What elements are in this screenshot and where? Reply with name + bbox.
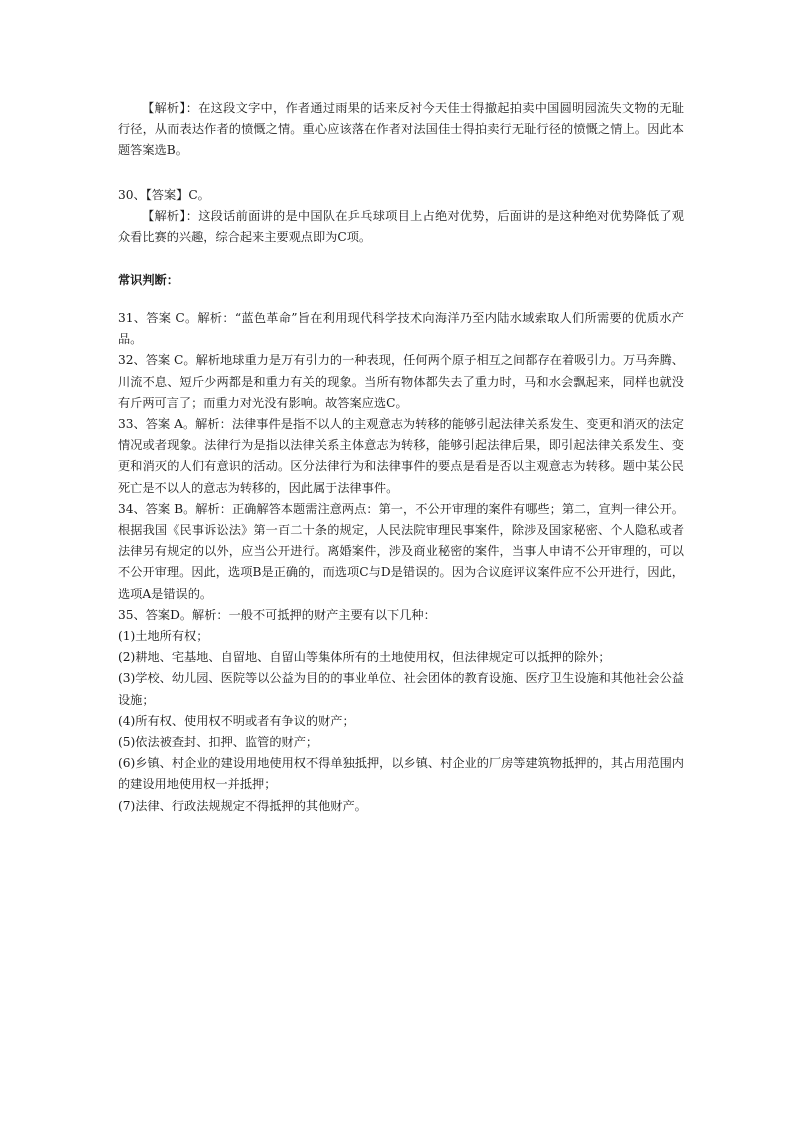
analysis-30-text: 【解析】：这段话前面讲的是中国队在乒乓球项目上占绝对优势，后面讲的是这种绝对优势降低了观众看比赛的兴趣，综合起来主要观点即为C项。 (118, 209, 684, 245)
answer-34: 34、答案 B。解析：正确解答本题需注意两点：第一，不公开审理的案件有哪些；第二，宣判一律公开。根据我国《民事诉讼法》第一百二十条的规定，人民法院审理民事案件，除涉及国家秘密、个人隐私或者法律另有规定的以外，应当公开进行。离婚案件，涉及商业秘密的案件，当事人申请不公开审理的，可以不公开审理。因此，选项B是正确的，而选项C与D是错误的。因为合议庭评议案件应不公开进行，因此，选项A是错误的。 (118, 501, 684, 601)
analysis-29-text: 【解析】：在这段文字中，作者通过雨果的话来反衬今天佳士得撤起拍卖中国圆明园流失文物的无耻行径，从而表达作者的愤慨之情。重心应该落在作者对法国佳士得拍卖行无耻行径的愤慨之情上。因此本题答案选B。 (118, 101, 684, 158)
list-item-3: (3)学校、幼儿园、医院等以公益为目的的事业单位、社会团体的教育设施、医疗卫生设施和其他社会公益设施； (118, 671, 684, 707)
answer-30-text: 30、【答案】C。 (118, 188, 210, 202)
analysis-29-block (118, 98, 684, 162)
answer-31: 31、答案 C。解析：“蓝色革命”旨在利用现代科学技术向海洋乃至内陆水域索取人们所需要的优质水产品。 (118, 311, 684, 347)
answer-32: 32、答案 C。解析地球重力是万有引力的一种表现，任何两个原子相互之间都存在着吸引力。万马奔腾、川流不息、短斤少两都是和重力有关的现象。当所有物体都失去了重力时，马和水会飘起来，同样也就没有斤两可言了；而重力对光没有影响。故答案应选C。 (118, 353, 684, 410)
list-item-1: (1)土地所有权； (118, 629, 209, 644)
question-30-block (118, 185, 684, 249)
list-item-4: (4)所有权、使用权不明或者有争议的财产； (118, 713, 355, 728)
list-item-7: (7)法律、行政法规规定不得抵押的其他财产。 (118, 798, 367, 813)
section-heading: 常识判断： (118, 273, 179, 287)
common-sense-heading-block (118, 270, 684, 291)
answer-33: 33、答案 A。解析：法律事件是指不以人的主观意志为转移的能够引起法律关系发生、变更和消灭的法定情况或者现象。法律行为是指以法律关系主体意志为转移，能够引起法律后果，即引起法律关系发生、变更和消灭的人们有意识的活动。区分法律行为和法律事件的要点是看是否以主观意志为转移。题中某公民死亡是不以人的意志为转移的，因此属于法律事件。 (118, 417, 684, 495)
list-item-2: (2)耕地、宅基地、自留地、自留山等集体所有的土地使用权，但法律规定可以抵押的除外； (118, 650, 611, 665)
list-item-6: (6)乡镇、村企业的建设用地使用权不得单独抵押，以乡镇、村企业的厂房等建筑物抵押的，其占用范围内的建设用地使用权一并抵押； (118, 756, 684, 792)
common-sense-answers (118, 308, 684, 817)
list-item-5: (5)依法被查封、扣押、监管的财产； (118, 735, 319, 750)
answer-35: 35、答案D。解析：一般不可抵押的财产主要有以下几种： (118, 607, 436, 622)
